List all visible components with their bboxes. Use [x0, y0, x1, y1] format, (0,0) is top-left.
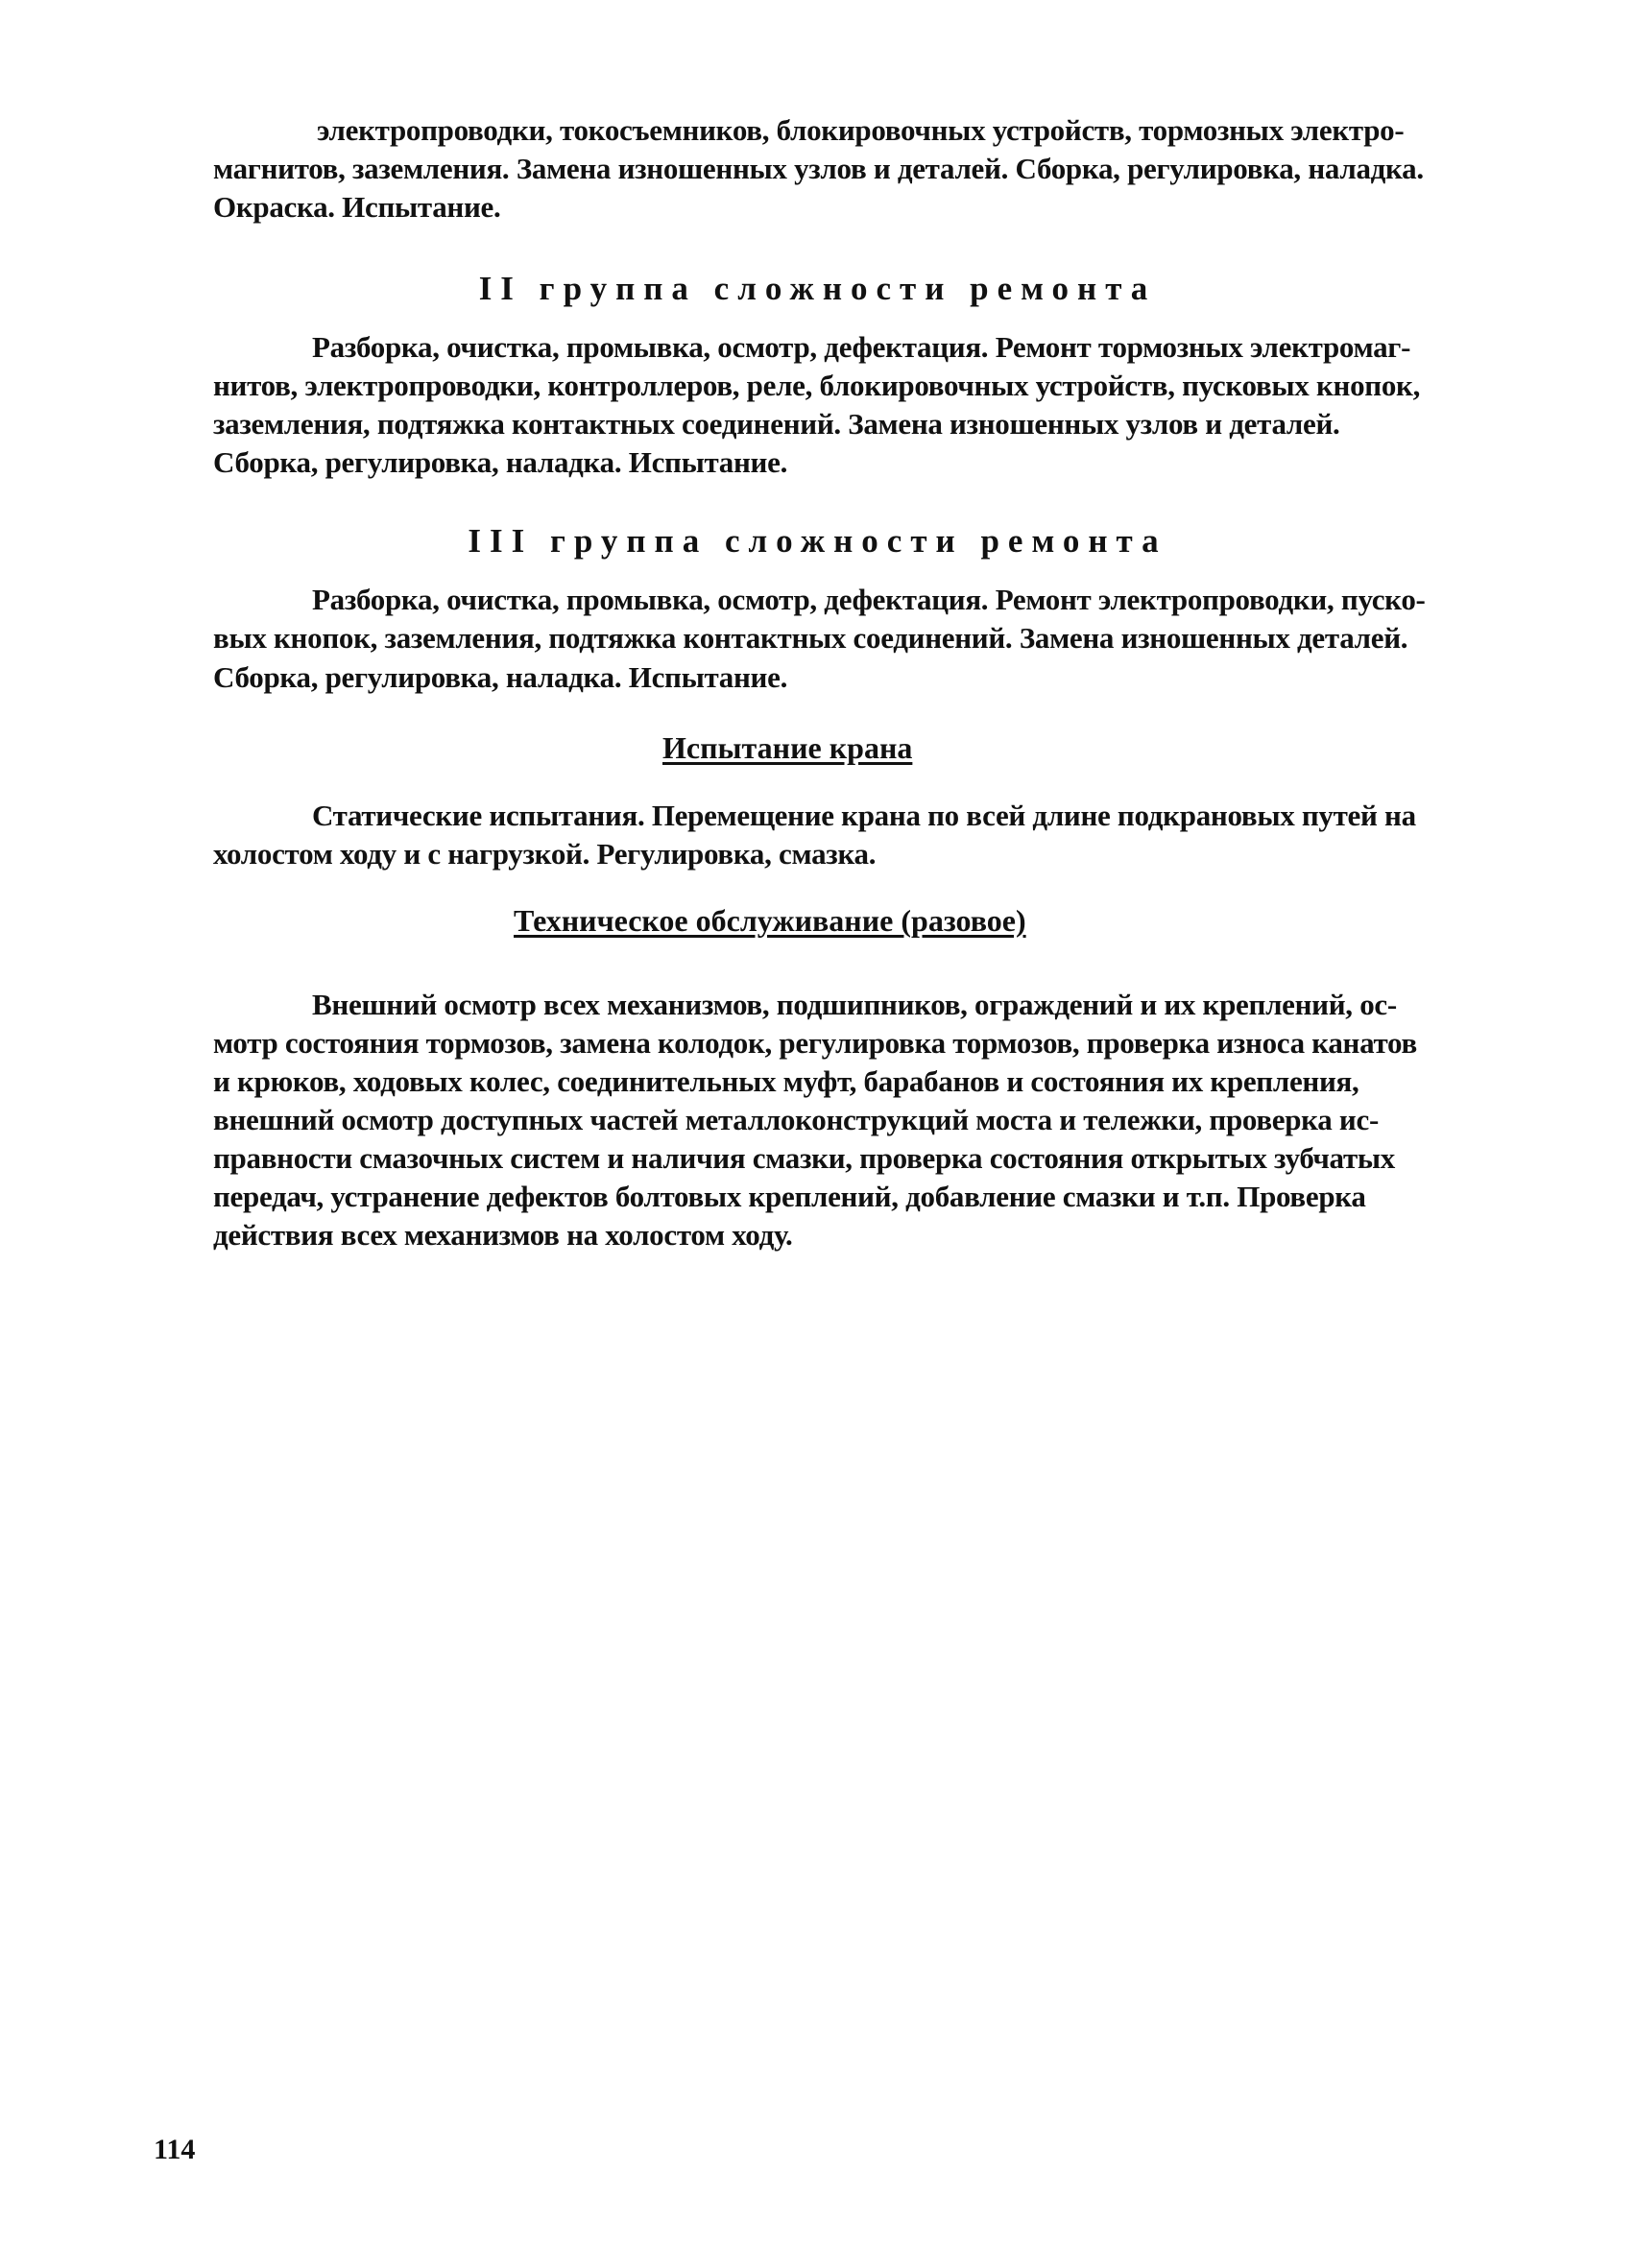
maintenance-line-4: внешний осмотр доступных частей металлоконструкций моста и тележки, проверка ис-	[213, 1103, 1379, 1136]
intro-line-3: Окраска. Испытание.	[213, 190, 501, 224]
group-3-line-2: вых кнопок, заземления, подтяжка контактных соединений. Замена изношенных деталей.	[213, 621, 1408, 655]
intro-line-2: магнитов, заземления. Замена изношенных узлов и деталей. Сборка, регулировка, наладка.	[213, 152, 1424, 185]
maintenance-line-6: передач, устранение дефектов болтовых креплений, добавление смазки и т.п. Проверка	[213, 1180, 1366, 1213]
maintenance-line-1: Внешний осмотр всех механизмов, подшипников, ограждений и их креплений, ос-	[312, 988, 1397, 1021]
crane-test-line-2: холостом ходу и с нагрузкой. Регулировка, смазка.	[213, 837, 877, 871]
page-number: 114	[154, 2134, 196, 2165]
maintenance-line-3: и крюков, ходовых колес, соединительных муфт, барабанов и состояния их крепления,	[213, 1064, 1359, 1098]
group-3-line-1: Разборка, очистка, промывка, осмотр, дефектация. Ремонт электропроводки, пуско-	[312, 583, 1426, 616]
group-2-heading: II группа сложности ремонта	[478, 270, 1157, 307]
maintenance-line-5: правности смазочных систем и наличия смазки, проверка состояния открытых зубчатых	[213, 1141, 1395, 1175]
intro-line-1: электропроводки, токосъемников, блокировочных устройств, тормозных электро-	[317, 113, 1405, 147]
crane-test-heading: Испытание крана	[662, 730, 913, 765]
group-2-line-1: Разборка, очистка, промывка, осмотр, дефектация. Ремонт тормозных электромаг-	[312, 330, 1411, 364]
maintenance-line-7: действия всех механизмов на холостом ходу.	[213, 1218, 793, 1252]
group-3-line-3: Сборка, регулировка, наладка. Испытание.	[213, 660, 788, 694]
maintenance-line-2: мотр состояния тормозов, замена колодок, регулировка тормозов, проверка износа канатов	[213, 1026, 1417, 1060]
crane-test-line-1: Статические испытания. Перемещение крана по всей длине подкрановых путей на	[312, 799, 1416, 832]
group-2-line-3: заземления, подтяжка контактных соединений. Замена изношенных узлов и деталей.	[213, 407, 1340, 441]
group-2-line-2: нитов, электропроводки, контроллеров, реле, блокировочных устройств, пусковых кнопок,	[213, 369, 1421, 402]
group-2-line-4: Сборка, регулировка, наладка. Испытание.	[213, 445, 788, 479]
group-3-heading: III группа сложности ремонта	[468, 522, 1167, 560]
maintenance-heading: Техническое обслуживание (разовое)	[514, 903, 1026, 938]
